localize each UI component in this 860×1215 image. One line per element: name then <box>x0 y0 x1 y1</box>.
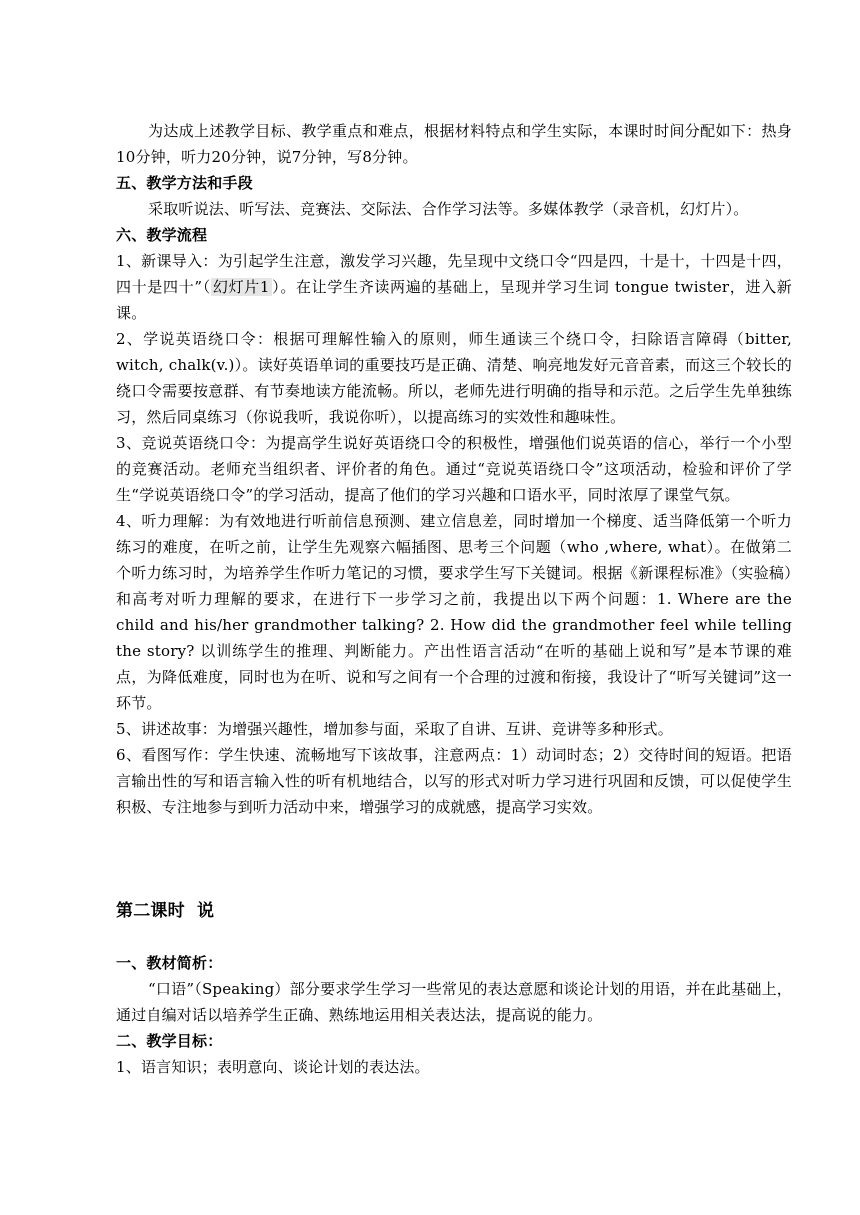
heading-material-analysis: 一、教材简析： <box>116 954 223 972</box>
lesson-2-title: 第二课时 说 <box>116 901 215 921</box>
step-3-paragraph: 3、竞说英语绕口令：为提高学生说好英语绕口令的积极性，增强他们说英语的信心，举行一个小型的竞赛活动。老师充当组织者、评价者的角色。通过“竞说英语绕口令”这项活动，检验和评价了学生“学说英语绕口令”的学习活动，提高了他们的学习兴趣和口语水平，同时浓厚了课堂气氛。 <box>116 434 792 504</box>
step-6-paragraph: 6、看图写作：学生快速、流畅地写下该故事，注意两点：1）动词时态；2）交待时间的短语。把语言输出性的写和语言输入性的听有机地结合，以写的形式对听力学习进行巩固和反馈，可以促使学生积极、专注地参与到听力活动中来，增强学习的成就感，提高学习实效。 <box>116 746 792 816</box>
step-1-text-b: ）。在让学生齐读两遍的基础上，呈现并学习生词 tongue twister，进入新课。 <box>116 278 792 322</box>
step-1-text-a: 1、新课导入：为引起学生注意，激发学习兴趣，先呈现中文绕口令“四是四，十是十，十四是十四，四十是四十”（ <box>116 252 792 296</box>
heading-methods: 五、教学方法和手段 <box>116 174 253 192</box>
paragraph-time-allocation: 为达成上述教学目标、教学重点和难点，根据材料特点和学生实际，本课时时间分配如下：热身10分钟，听力20分钟，说7分钟，写8分钟。 <box>116 122 792 166</box>
objective-1-paragraph: 1、语言知识；表明意向、谈论计划的表达法。 <box>116 1058 430 1076</box>
slide-1-highlight: 幻灯片1 <box>212 278 270 296</box>
heading-teaching-objectives: 二、教学目标： <box>116 1032 223 1050</box>
step-1-paragraph <box>116 248 792 326</box>
paragraph-methods: 采取听说法、听写法、竞赛法、交际法、合作学习法等。多媒体教学（录音机，幻灯片）。 <box>148 200 749 218</box>
heading-procedure: 六、教学流程 <box>116 226 208 244</box>
step-4-paragraph: 4、听力理解：为有效地进行听前信息预测、建立信息差，同时增加一个梯度、适当降低第一个听力练习的难度，在听之前，让学生先观察六幅插图、思考三个问题（who ,where, what）。在做第二个听力练习时，为培养学生作听力笔记的习惯，要求学生写下关键词。根据《新课程标准》（实验稿）和高考对听力理解的要求，在进行下一步学习之前，我提出以下两个问题：1. Where are the child and his/her grandmother talking? 2. How did the grandmother feel while telling the story? 以训练学生的推理、判断能力。产出性语言活动“在听的基础上说和写”是本节课的难点，为降低难度，同时也为在听、说和写之间有一个合理的过渡和衔接，我设计了“听写关键词”这一环节。 <box>116 512 792 712</box>
step-2-paragraph: 2、学说英语绕口令：根据可理解性输入的原则，师生通读三个绕口令，扫除语言障碍（bitter, witch, chalk(v.)）。读好英语单词的重要技巧是正确、清楚、响亮地发好元音音素，而这三个较长的绕口令需要按意群、有节奏地读方能流畅。所以，老师先进行明确的指导和示范。之后学生先单独练习，然后同桌练习（你说我听，我说你听），以提高练习的实效性和趣味性。 <box>116 330 792 426</box>
step-5-paragraph: 5、讲述故事：为增强兴趣性，增加参与面，采取了自讲、互讲、竞讲等多种形式。 <box>116 720 673 738</box>
paragraph-material-analysis: “口语”（Speaking）部分要求学生学习一些常见的表达意愿和谈论计划的用语，并在此基础上，通过自编对话以培养学生正确、熟练地运用相关表达法，提高说的能力。 <box>116 980 792 1024</box>
